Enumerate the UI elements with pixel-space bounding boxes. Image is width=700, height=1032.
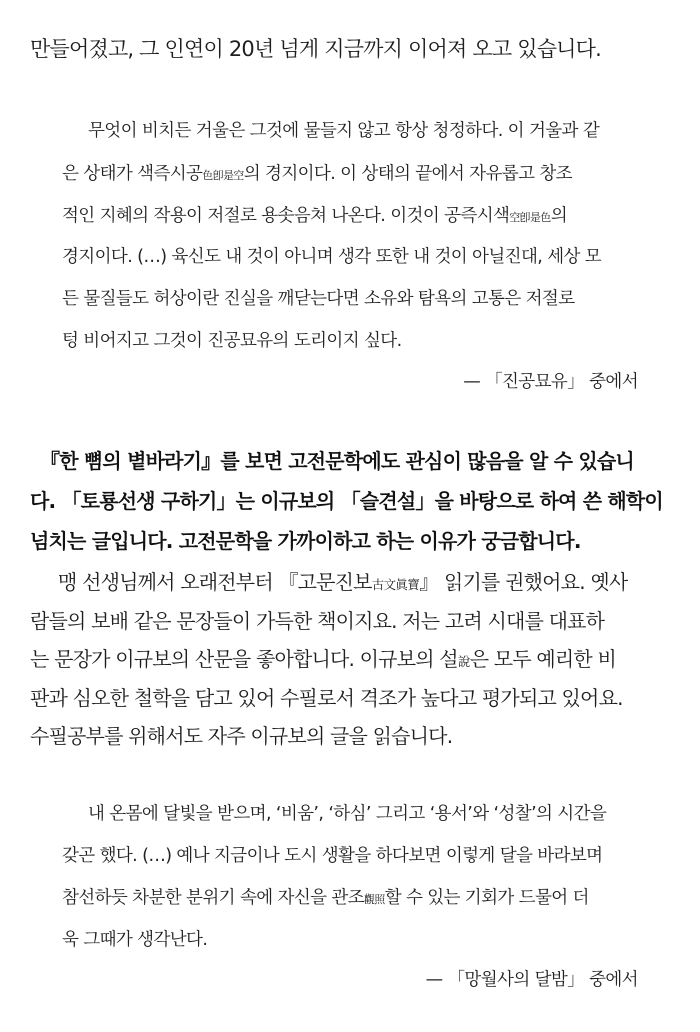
quote-line: 내 온몸에 달빛을 받으며, ‘비움’, ‘하심’ 그리고 ‘용서’와 ‘성찰’의 시간을 — [88, 804, 607, 824]
answer-line: 는 문장가 이규보의 산문을 좋아합니다. 이규보의 설說은 모두 예리한 비 — [30, 647, 617, 671]
answer-line: 람들의 보배 같은 문장들이 가득한 책이지요. 저는 고려 시대를 대표하 — [30, 609, 605, 633]
hanja-annotation: 色卽是空 — [202, 169, 244, 182]
quote-source: — 「진공묘유」 중에서 — [463, 372, 638, 392]
hanja-annotation: 說 — [457, 654, 470, 669]
quote-line: 참선하듯 차분한 분위기 속에 자신을 관조觀照할 수 있는 기회가 드물어 더 — [62, 888, 589, 908]
quote-line: 텅 비어지고 그것이 진공묘유의 도리이지 싶다. — [62, 331, 402, 351]
quote-line: 욱 그때가 생각난다. — [62, 930, 208, 950]
answer-line: 맹 선생님께서 오래전부터 『고문진보古文眞寶』 읽기를 권했어요. 옛사 — [58, 570, 628, 594]
intro-paragraph-line: 만들어졌고, 그 인연이 20년 넘게 지금까지 이어져 오고 있습니다. — [30, 37, 602, 61]
quote-line: 든 물질들도 허상이란 진실을 깨닫는다면 소유와 탐욕의 고통은 저절로 — [62, 289, 575, 309]
question-line: 『한 뼘의 볕바라기』를 보면 고전문학에도 관심이 많음을 알 수 있습니 — [40, 449, 634, 473]
quote-line: 갖곤 했다. (…) 예나 지금이나 도시 생활을 하다보면 이렇게 달을 바라보며 — [62, 846, 603, 866]
quote-source: — 「망월사의 달밤」 중에서 — [425, 970, 638, 990]
question-line: 다. 「토룡선생 구하기」는 이규보의 「슬견설」을 바탕으로 하여 쓴 해학이 — [30, 489, 663, 513]
question-line: 넘치는 글입니다. 고전문학을 가까이하고 하는 이유가 궁금합니다. — [30, 529, 581, 553]
hanja-annotation: 空卽是色 — [509, 211, 551, 224]
hanja-annotation: 古文眞寶 — [371, 577, 420, 592]
quote-line: 무엇이 비치든 거울은 그것에 물들지 않고 항상 청정하다. 이 거울과 같 — [88, 121, 600, 141]
quote-line: 은 상태가 색즉시공色卽是空의 경지이다. 이 상태의 끝에서 자유롭고 창조 — [62, 164, 572, 184]
answer-line: 수필공부를 위해서도 자주 이규보의 글을 읽습니다. — [30, 724, 453, 748]
answer-line: 판과 심오한 철학을 담고 있어 수필로서 격조가 높다고 평가되고 있어요. — [30, 686, 623, 710]
quote-line: 적인 지혜의 작용이 저절로 용솟음쳐 나온다. 이것이 공즉시색空卽是色의 — [62, 206, 568, 226]
quote-line: 경지이다. (…) 육신도 내 것이 아니며 생각 또한 내 것이 아닐진대, 세상 모 — [62, 247, 602, 267]
hanja-annotation: 觀照 — [364, 893, 385, 906]
